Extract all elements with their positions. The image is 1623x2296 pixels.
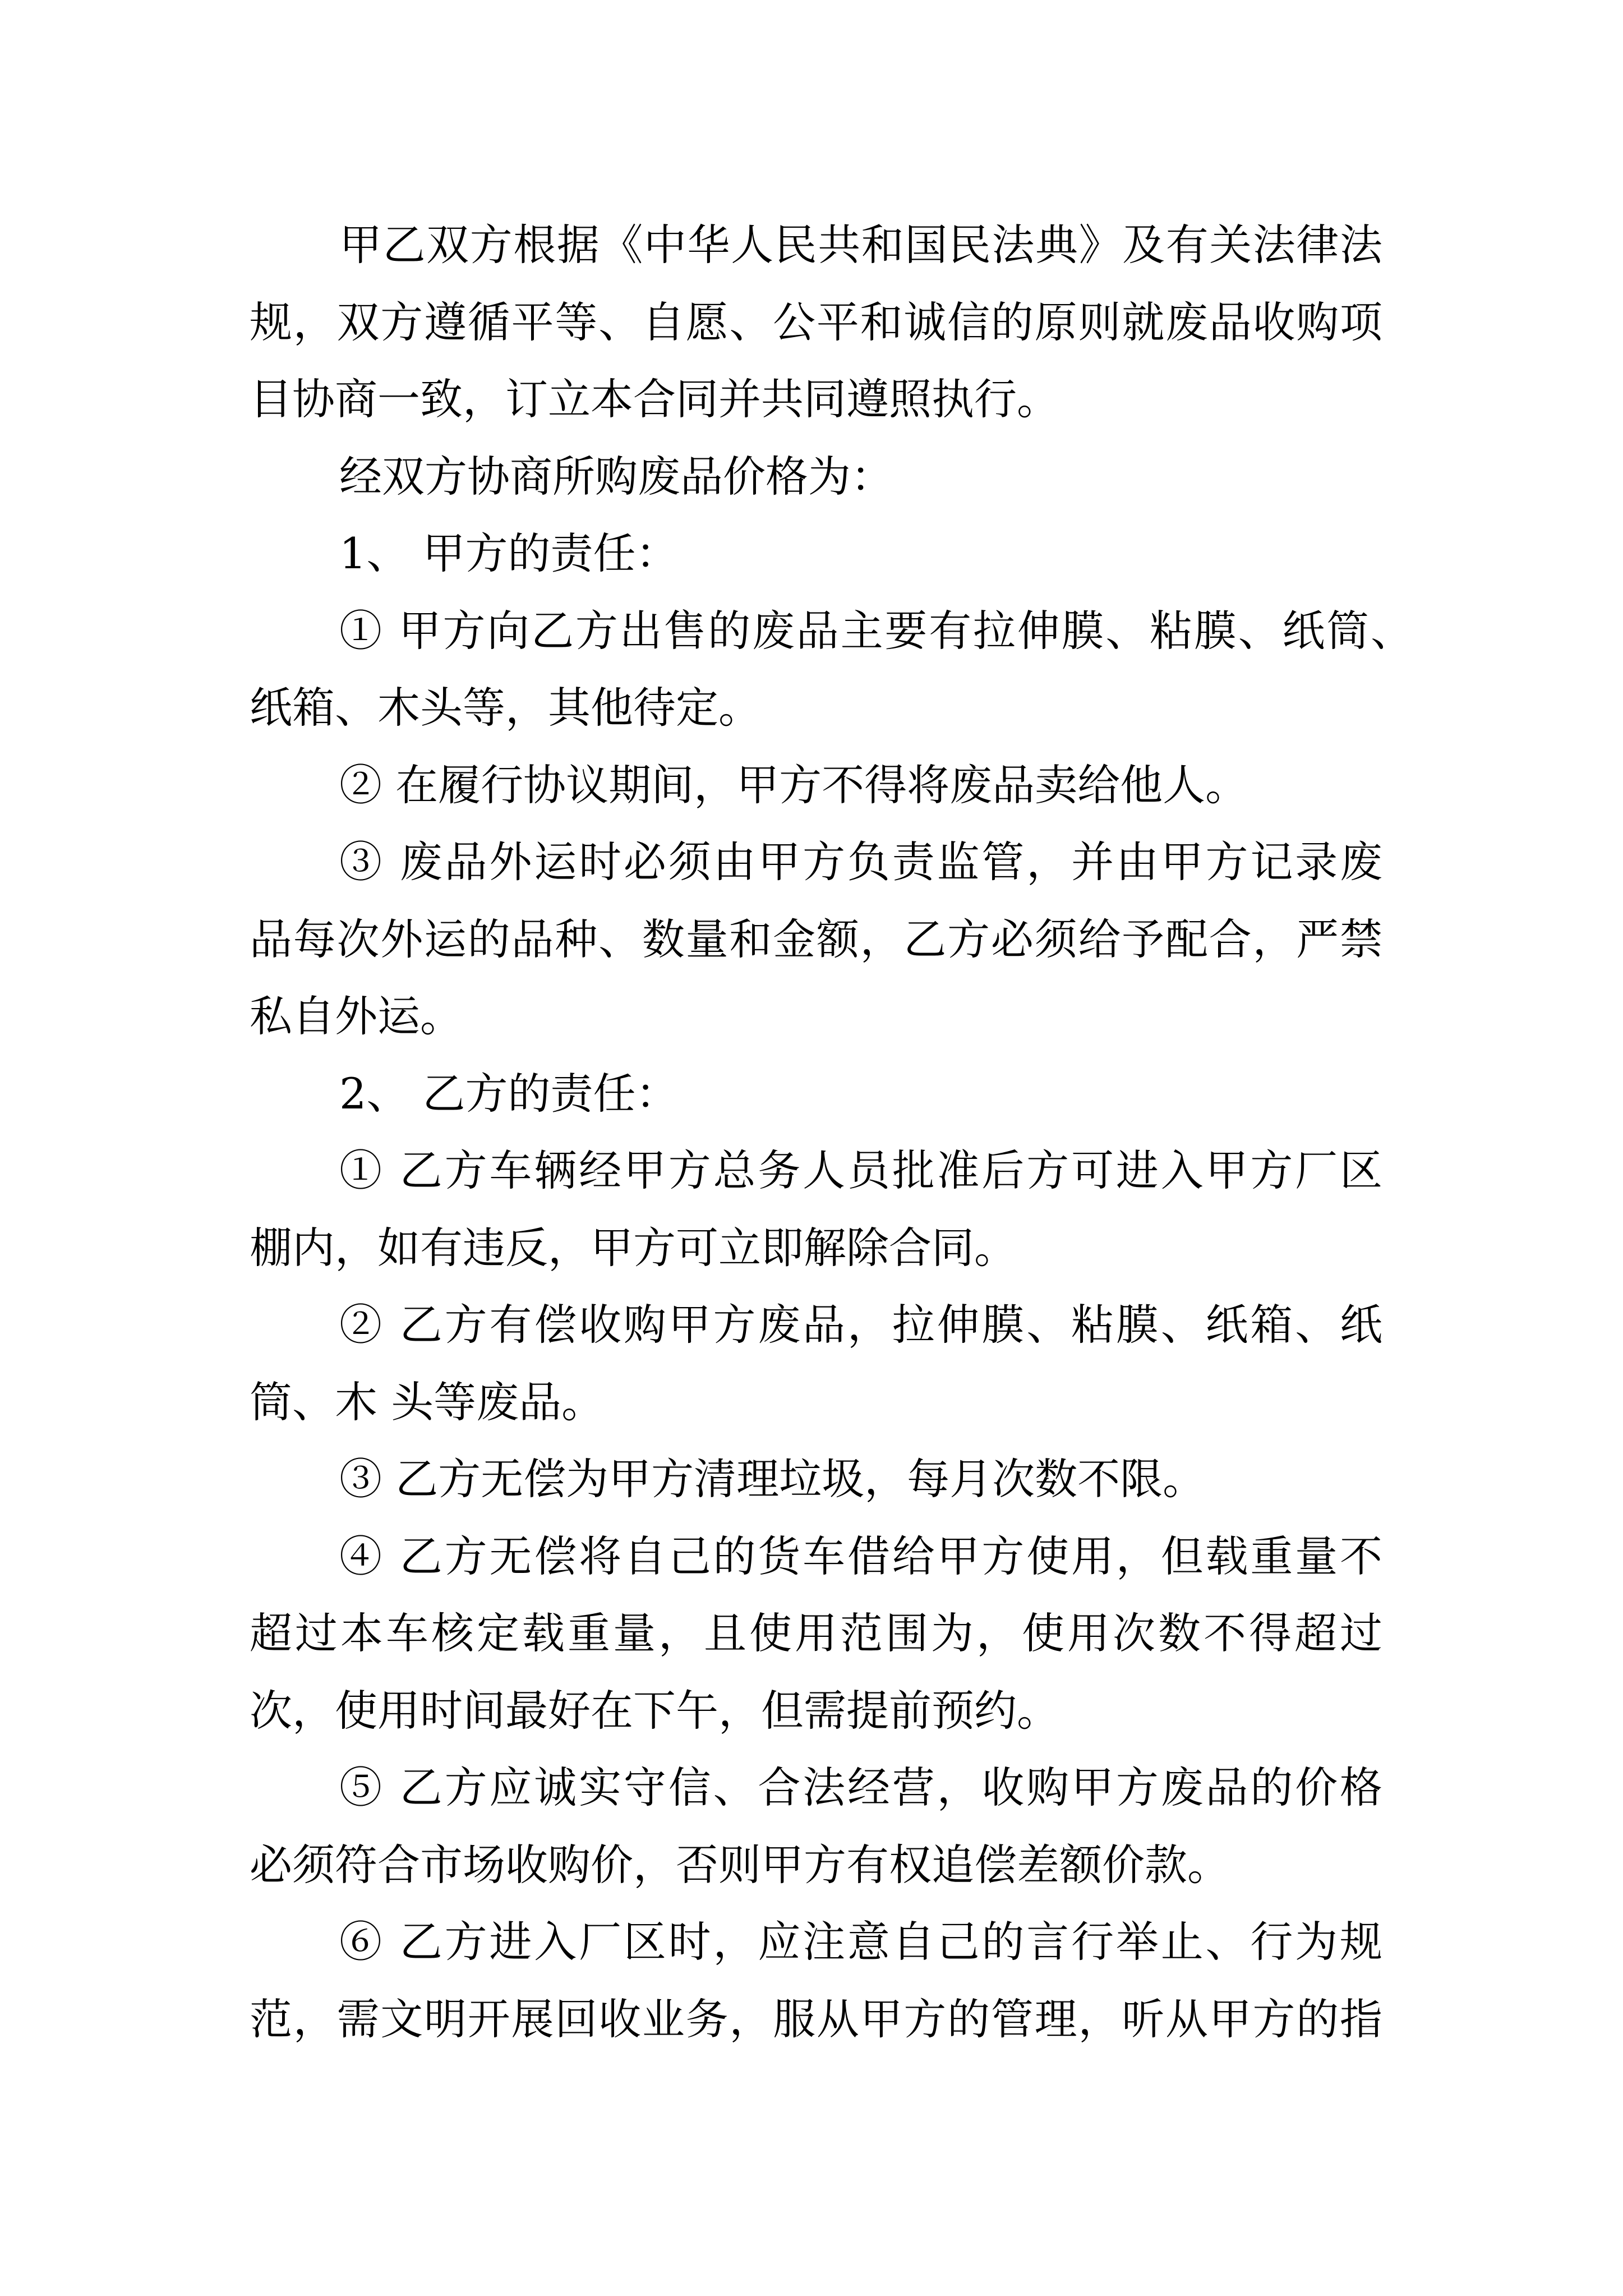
party-b-item-2-line-1: ② 乙方有偿收购甲方废品，拉伸膜、粘膜、纸箱、纸 xyxy=(339,1300,1382,1350)
party-b-item-5-line-1: ⑤ 乙方应诚实守信、合法经营，收购甲方废品的价格 xyxy=(339,1763,1382,1812)
party-b-item-5-line-2: 必须符合市场收购价，否则甲方有权追偿差额价款。 xyxy=(250,1840,1230,1890)
party-a-item-1-line-2: 纸箱、木头等，其他待定。 xyxy=(250,683,761,733)
section-heading-party-a: 1、 甲方的责任： xyxy=(339,528,679,578)
party-b-item-6-line-2: 范，需文明开展回收业务，服从甲方的管理，听从甲方的指 xyxy=(250,1994,1382,2044)
party-b-item-3: ③ 乙方无偿为甲方清理垃圾，每月次数不限。 xyxy=(339,1454,1206,1504)
party-b-item-1-line-2: 棚内，如有违反，甲方可立即解除合同。 xyxy=(250,1223,1017,1273)
party-b-item-4-line-3: 次，使用时间最好在下午，但需提前预约。 xyxy=(250,1686,1059,1736)
party-a-item-2: ② 在履行协议期间，甲方不得将废品卖给他人。 xyxy=(339,760,1248,810)
price-statement: 经双方协商所购废品价格为： xyxy=(339,452,893,501)
party-a-item-3-line-2: 品每次外运的品种、数量和金额，乙方必须给予配合，严禁 xyxy=(250,914,1382,964)
party-b-item-4-line-1: ④ 乙方无偿将自己的货车借给甲方使用，但载重量不 xyxy=(339,1531,1382,1581)
party-a-item-3-line-3: 私自外运。 xyxy=(250,991,463,1041)
party-b-item-2-line-2: 筒、木 头等废品。 xyxy=(250,1377,605,1427)
paragraph-intro-line-3: 目协商一致，订立本合同并共同遵照执行。 xyxy=(250,374,1059,424)
party-b-item-6-line-1: ⑥ 乙方进入厂区时，应注意自己的言行举止、行为规 xyxy=(339,1917,1382,1967)
party-b-item-1-line-1: ① 乙方车辆经甲方总务人员批准后方可进入甲方厂区 xyxy=(339,1145,1382,1195)
party-a-item-1-line-1: ① 甲方向乙方出售的废品主要有拉伸膜、粘膜、纸筒、 xyxy=(339,606,1413,656)
party-a-item-3-line-1: ③ 废品外运时必须由甲方负责监管，并由甲方记录废 xyxy=(339,837,1382,887)
party-b-item-4-line-2: 超过本车核定载重量，且使用范围为，使用次数不得超过 xyxy=(250,1608,1382,1658)
paragraph-intro-line-1: 甲乙双方根据《中华人民共和国民法典》及有关法律法 xyxy=(339,220,1382,270)
section-heading-party-b: 2、 乙方的责任： xyxy=(339,1069,679,1119)
paragraph-intro-line-2: 规，双方遵循平等、自愿、公平和诚信的原则就废品收购项 xyxy=(250,297,1382,347)
